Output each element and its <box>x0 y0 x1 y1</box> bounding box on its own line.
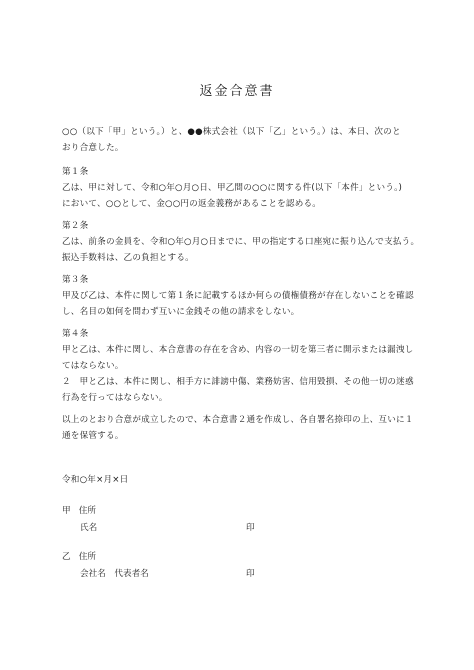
article-line: において、○○として、金○○円の返金義務があることを認める。 <box>62 199 322 209</box>
party-a-address-row <box>62 504 96 516</box>
party-a-address-label: 住所 <box>78 506 96 516</box>
article-1 <box>62 164 430 212</box>
party-a-seal: 印 <box>246 523 255 533</box>
article-heading: 第１条 <box>62 167 89 177</box>
article-line: 甲と乙は、本件に関し、本合意書の存在を含め、内容の一切を第三者に開示または漏洩し <box>62 345 414 355</box>
article-line: てはならない。 <box>62 361 124 371</box>
party-b-seal: 印 <box>246 569 255 579</box>
party-a-name-label: 氏名 <box>80 523 98 533</box>
article-heading: 第４条 <box>62 329 89 339</box>
party-b-name-row <box>80 567 149 579</box>
party-b-address-row <box>62 550 96 562</box>
party-b-name-label: 会社名 代表者名 <box>80 569 149 579</box>
party-b-address-label: 住所 <box>78 552 96 562</box>
article-heading: 第３条 <box>62 275 89 285</box>
preamble <box>62 124 430 156</box>
closing-line: 以上のとおり合意が成立したので、本合意書２通を作成し、各自署名捺印の上、互いに１ <box>62 415 414 425</box>
article-3 <box>62 272 430 320</box>
preamble-line: おり合意した。 <box>62 143 124 153</box>
article-heading: 第２条 <box>62 221 89 231</box>
party-b-label: 乙 <box>62 552 71 562</box>
date-text: 令和○年×月×日 <box>62 475 129 485</box>
article-line: 行為を行ってはならない。 <box>62 393 168 403</box>
closing <box>62 412 430 444</box>
document-title: 返金合意書 <box>199 84 275 99</box>
article-4 <box>62 326 430 406</box>
article-line: ２ 甲と乙は、本件に関し、相手方に誹謗中傷、業務妨害、信用毀損、その他一切の迷惑 <box>62 377 414 387</box>
closing-line: 通を保管する。 <box>62 431 124 441</box>
document-date <box>62 472 430 488</box>
article-line: 振込手数料は、乙の負担とする。 <box>62 253 194 263</box>
article-line: 乙は、前条の金員を、令和○年○月○日までに、甲の指定する口座宛に振り込んで支払う。 <box>62 237 420 247</box>
party-a-name-row <box>80 521 97 533</box>
article-line: し、名目の如何を問わず互いに金銭その他の請求をしない。 <box>62 307 300 317</box>
article-line: 乙は、甲に対して、令和○年○月○日、甲乙間の○○に関する件(以下「本件」という。) <box>62 183 403 193</box>
party-a-label: 甲 <box>62 506 71 516</box>
preamble-line: ○○（以下「甲」という。）と、●●株式会社（以下「乙」という。）は、本日、次のと <box>62 127 401 137</box>
article-line: 甲及び乙は、本件に関して第１条に記載するほか何らの債権債務が存在しないことを確認 <box>62 291 414 301</box>
article-2 <box>62 218 430 266</box>
